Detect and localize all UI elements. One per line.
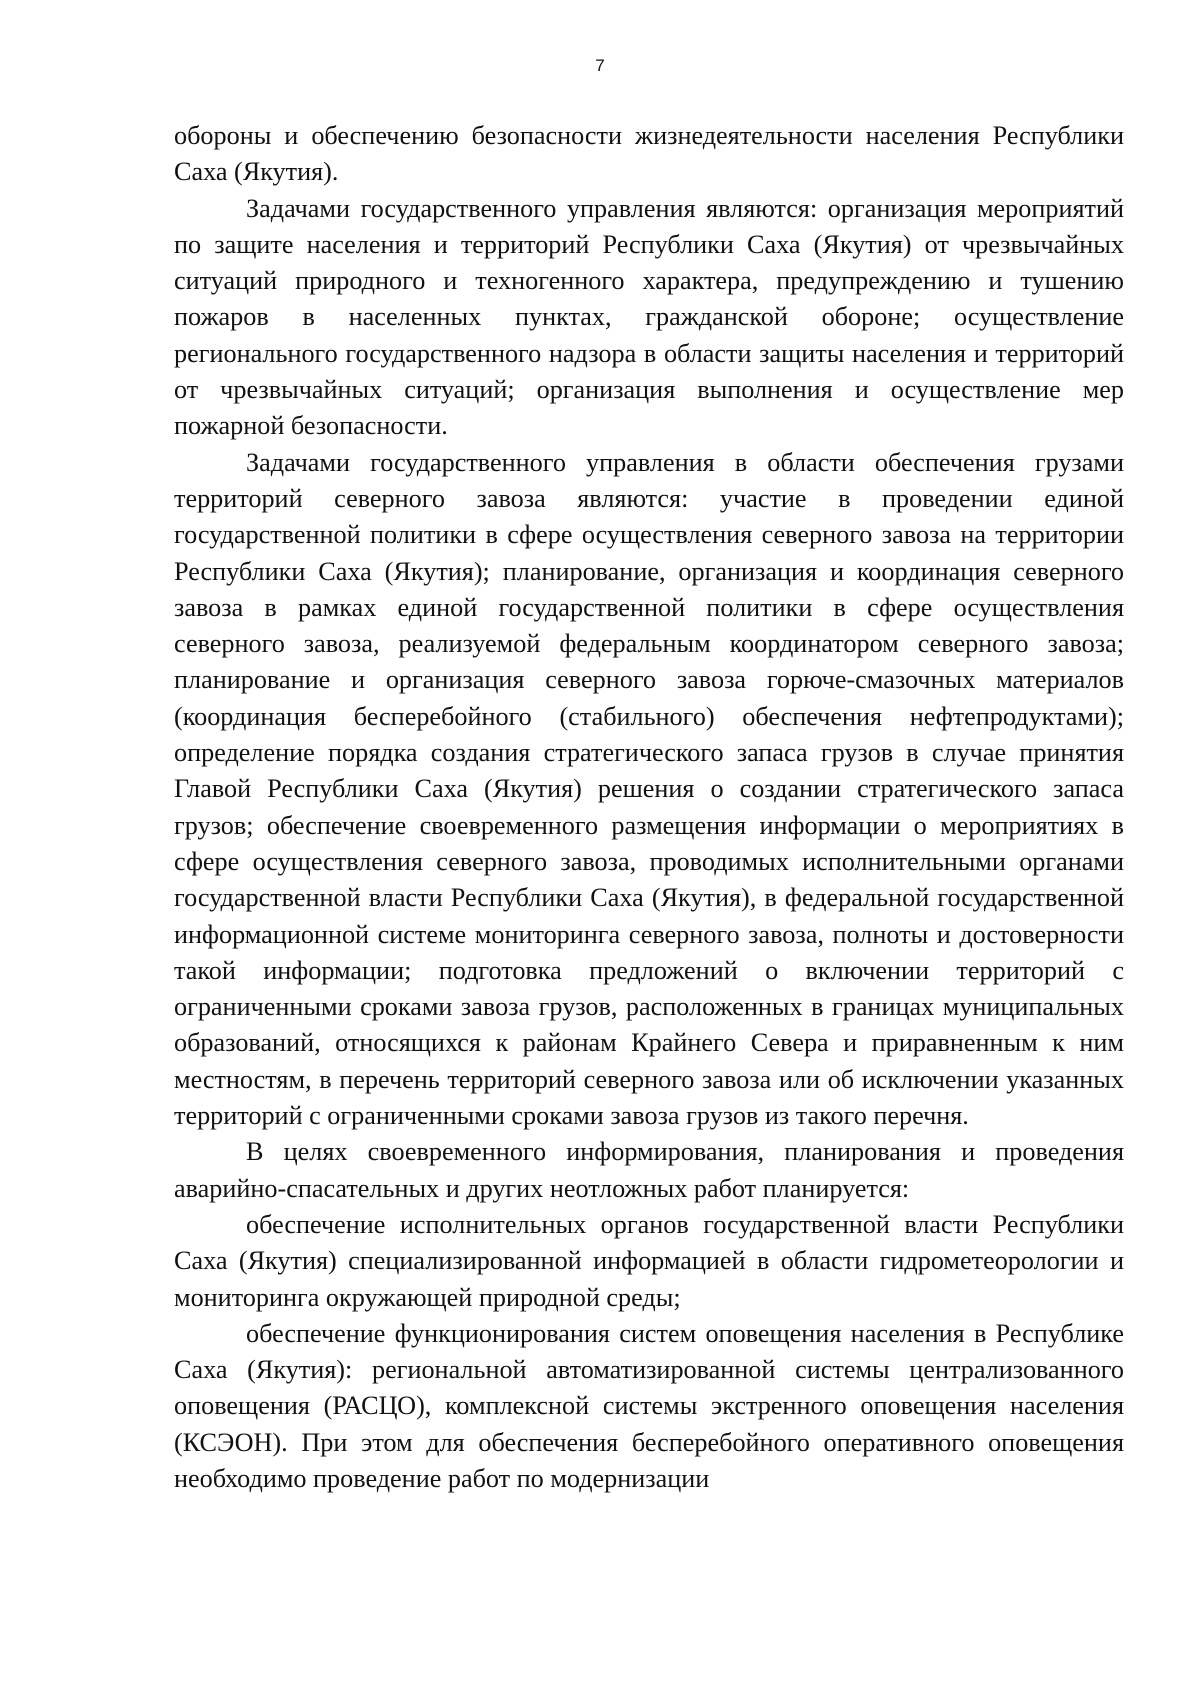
paragraph-warning-systems: обеспечение функционирования систем оповещения населения в Республике Саха (Якутия): региональной автоматизированной системы централизованного оповещения (РАСЦО), комплексной системы экстренного оповещения населения (КСЭОН). При этом для обеспечения бесперебойного оперативного оповещения необходимо проведение работ по модернизации [174, 1318, 1124, 1493]
paragraph-hydrometeorology: обеспечение исполнительных органов государственной власти Республики Саха (Якутия) специализированной информацией в области гидрометеорологии и мониторинга окружающей природной среды; [174, 1209, 1124, 1312]
page-number: 7 [595, 56, 605, 75]
paragraph-continuation: обороны и обеспечению безопасности жизнедеятельности населения Республики Саха (Якутия). [174, 121, 1124, 187]
paragraph-northern-delivery-tasks: Задачами государственного управления в области обеспечения грузами территорий северного завоза являются: участие в проведении единой государственной политики в сфере осуществления северного завоза на территории Республики Саха (Якутия); планирование, организация и координация северного завоза в рамках единой государственной политики в сфере осуществления северного завоза, реализуемой федеральным координатором северного завоза; планирование и организация северного завоза горюче-смазочных материалов (координация бесперебойного (стабильного) обеспечения нефтепродуктами); определение порядка создания стратегического запаса грузов в случае принятия Главой Республики Саха (Якутия) решения о создании стратегического запаса грузов; обеспечение своевременного размещения информации о мероприятиях в сфере осуществления северного завоза, проводимых исполнительными органами государственной власти Республики Саха (Якутия), в федеральной государственной информационной системе мониторинга северного завоза, полноты и достоверности такой информации; подготовка предложений о включении территорий с ограниченными сроками завоза грузов, расположенных в границах муниципальных образований, относящихся к районам Крайнего Севера и приравненным к ним местностям, в перечень территорий северного завоза или об исключении указанных территорий с ограниченными сроками завоза грузов из такого перечня. [174, 447, 1124, 1131]
document-body [174, 118, 1124, 1497]
paragraph-emergency-tasks: Задачами государственного управления являются: организация мероприятий по защите населения и территорий Республики Саха (Якутия) от чрезвычайных ситуаций природного и техногенного характера, предупреждению и тушению пожаров в населенных пунктах, гражданской обороне; осуществление регионального государственного надзора в области защиты населения и территорий от чрезвычайных ситуаций; организация выполнения и осуществление мер пожарной безопасности. [174, 193, 1124, 441]
paragraph-planning-intro: В целях своевременного информирования, планирования и проведения аварийно-спасательных и других неотложных работ планируется: [174, 1137, 1124, 1203]
